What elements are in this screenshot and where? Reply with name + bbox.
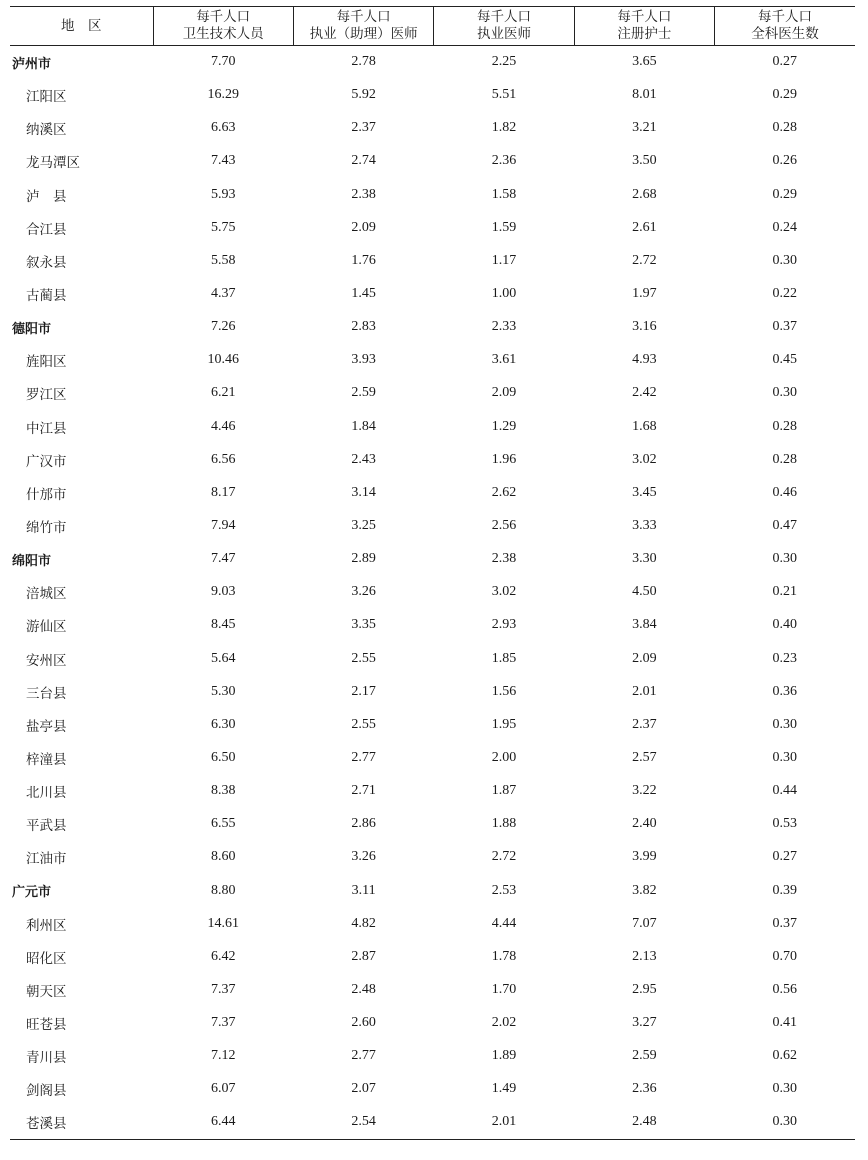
gp-value: 0.41: [772, 1015, 798, 1031]
district-row: [10, 443, 855, 476]
nurses-value: 2.59: [632, 1048, 657, 1064]
region-name: 利州区: [26, 917, 67, 934]
physicians-value: 2.38: [491, 551, 517, 567]
assistant-physicians-value: 2.86: [351, 816, 376, 832]
physicians-value: 2.02: [491, 1015, 517, 1031]
gp-value: 0.37: [772, 915, 798, 931]
health-tech-staff-value: 7.37: [210, 982, 236, 997]
assistant-physicians-value: 2.87: [351, 948, 376, 964]
region-name: 北川县: [26, 785, 67, 802]
assistant-physicians-value: 1.76: [351, 252, 376, 268]
region-name: 纳溪区: [26, 122, 67, 139]
health-tech-staff-value: 7.70: [210, 54, 236, 70]
gp-value: 0.29: [772, 87, 798, 103]
assistant-physicians-value: 2.07: [351, 1081, 376, 1097]
health-tech-staff-value: 5.30: [210, 683, 236, 699]
gp-value: 0.30: [772, 385, 798, 401]
nurses-value: 2.01: [632, 683, 657, 699]
gp-value: 0.44: [772, 783, 798, 799]
gp-value: 0.30: [772, 1081, 798, 1097]
physicians-value: 3.61: [491, 352, 517, 368]
nurses-value: 3.27: [632, 1015, 657, 1031]
region-name: 合江县: [26, 221, 67, 238]
assistant-physicians-value: 2.74: [351, 153, 376, 169]
region-name: 旺苍县: [26, 1017, 67, 1034]
physicians-value: 2.62: [491, 484, 517, 500]
nurses-value: 2.61: [632, 219, 657, 235]
nurses-value: 2.68: [632, 186, 657, 202]
nurses-value: 3.99: [632, 849, 657, 865]
health-tech-staff-value: 7.47: [210, 551, 236, 567]
district-row: [10, 377, 855, 410]
physicians-value: 2.56: [491, 518, 517, 534]
region-name: 广元市: [12, 885, 52, 901]
header-line: 每千人口: [476, 9, 531, 25]
header-practicing-assistant-physicians: [293, 7, 433, 46]
district-row: [10, 841, 855, 874]
health-tech-staff-value: 5.93: [210, 186, 236, 202]
assistant-physicians-value: 2.43: [351, 451, 376, 467]
district-row: [10, 808, 855, 841]
health-tech-staff-value: 16.29: [207, 87, 239, 103]
nurses-value: 3.45: [632, 484, 657, 500]
gp-value: 0.30: [772, 750, 798, 766]
assistant-physicians-value: 2.60: [351, 1015, 376, 1031]
assistant-physicians-value: 2.89: [351, 551, 376, 567]
nurses-value: 3.30: [632, 551, 657, 567]
gp-value: 0.28: [772, 120, 798, 136]
gp-value: 0.45: [772, 352, 798, 368]
health-tech-staff-value: 8.38: [210, 783, 236, 799]
nurses-value: 3.16: [632, 319, 657, 335]
region-name: 龙马潭区: [26, 155, 80, 172]
physicians-value: 2.36: [491, 153, 517, 169]
city-row: [10, 543, 855, 576]
physicians-value: 4.44: [491, 915, 517, 931]
health-tech-staff-value: 10.46: [207, 352, 239, 368]
nurses-value: 7.07: [632, 915, 657, 931]
gp-value: 0.70: [772, 948, 798, 964]
physicians-value: 1.87: [491, 783, 517, 799]
assistant-physicians-value: 2.55: [351, 716, 376, 732]
assistant-physicians-value: 3.93: [351, 352, 376, 368]
health-tech-staff-value: 6.44: [153, 1106, 293, 1139]
assistant-physicians-value: 2.54: [293, 1106, 433, 1139]
region-name: 德阳市: [12, 321, 52, 337]
gp-value: 0.27: [772, 54, 798, 70]
gp-value: 0.46: [772, 484, 798, 500]
health-tech-staff-value: 14.61: [207, 915, 239, 931]
region-name: 泸 县: [26, 188, 67, 205]
physicians-value: 1.78: [491, 948, 517, 964]
region-name: 朝天区: [26, 984, 67, 1000]
district-row: [10, 178, 855, 211]
district-row: [10, 476, 855, 509]
health-tech-staff-value: 6.42: [210, 948, 236, 964]
region-name: 青川县: [26, 1050, 67, 1067]
nurses-value: 3.65: [632, 54, 657, 70]
gp-value: 0.30: [715, 1106, 855, 1139]
region-name: 广汉市: [26, 453, 67, 470]
header-line: 每千人口: [336, 9, 391, 25]
health-tech-staff-value: 6.55: [210, 816, 236, 832]
nurses-value: 3.22: [632, 783, 657, 799]
nurses-value: 3.50: [632, 153, 657, 169]
physicians-value: 1.82: [491, 120, 517, 136]
header-health-tech-staff: [153, 7, 293, 46]
header-line: 每千人口: [758, 9, 813, 25]
header-general-practitioners: [715, 7, 855, 46]
nurses-value: 3.82: [632, 882, 657, 898]
assistant-physicians-value: 2.78: [351, 54, 376, 70]
region-name: 古蔺县: [26, 288, 67, 305]
physicians-value: 1.49: [491, 1081, 517, 1097]
region-name: 泸州市: [12, 56, 52, 72]
health-tech-staff-value: 7.43: [210, 153, 236, 169]
region-name: 江阳区: [26, 89, 67, 106]
district-row: [10, 675, 855, 708]
gp-value: 0.53: [772, 816, 798, 832]
region-name: 江油市: [26, 851, 67, 868]
nurses-value: 2.40: [632, 816, 657, 832]
assistant-physicians-value: 3.25: [351, 518, 376, 534]
district-row: [10, 940, 855, 973]
nurses-value: 1.68: [632, 418, 657, 434]
nurses-value: 2.48: [574, 1106, 714, 1139]
physicians-value: 1.17: [491, 252, 517, 268]
health-tech-staff-value: 6.56: [210, 451, 236, 467]
assistant-physicians-value: 1.84: [351, 418, 376, 434]
physicians-value: 2.33: [491, 319, 517, 335]
nurses-value: 4.50: [632, 584, 657, 600]
assistant-physicians-value: 1.45: [351, 286, 376, 302]
gp-value: 0.29: [772, 186, 798, 202]
assistant-physicians-value: 5.92: [351, 87, 376, 103]
assistant-physicians-value: 2.38: [351, 186, 376, 202]
district-row: [10, 775, 855, 808]
assistant-physicians-value: 2.37: [351, 120, 376, 136]
physicians-value: 5.51: [491, 87, 517, 103]
district-row: [10, 1040, 855, 1073]
header-line: 注册护士: [617, 26, 672, 42]
physicians-value: 2.93: [491, 617, 517, 633]
gp-value: 0.37: [772, 319, 798, 335]
region-name: 盐亭县: [26, 718, 67, 735]
assistant-physicians-value: 2.17: [351, 683, 376, 699]
health-tech-staff-value: 9.03: [210, 584, 236, 600]
gp-value: 0.23: [772, 650, 798, 666]
assistant-physicians-value: 3.26: [351, 584, 376, 600]
health-tech-staff-value: 7.26: [210, 319, 236, 335]
physicians-value: 1.58: [491, 186, 517, 202]
district-row: [10, 277, 855, 310]
district-row: [10, 244, 855, 277]
region-name: 涪城区: [26, 586, 67, 603]
gp-value: 0.39: [772, 882, 798, 898]
gp-value: 0.26: [772, 153, 798, 169]
region-name: 平武县: [26, 818, 67, 835]
header-region: 地 区: [10, 7, 153, 46]
district-row: [10, 708, 855, 741]
assistant-physicians-value: 2.77: [351, 1048, 376, 1064]
district-row: [10, 410, 855, 443]
health-tech-staff-value: 8.80: [210, 882, 236, 898]
health-tech-staff-value: 6.30: [210, 716, 236, 732]
nurses-value: 3.33: [632, 518, 657, 534]
district-row: [10, 973, 855, 1006]
physicians-value: 1.00: [491, 286, 517, 302]
region-name: 什邡市: [26, 486, 67, 503]
physicians-value: 2.00: [491, 750, 517, 766]
physicians-value: 1.89: [491, 1048, 517, 1064]
region-name: 绵竹市: [26, 520, 67, 537]
health-tech-staff-value: 7.37: [210, 1015, 236, 1031]
gp-value: 0.30: [772, 716, 798, 732]
district-row: [10, 145, 855, 178]
health-tech-staff-value: 6.21: [210, 385, 236, 401]
health-tech-staff-value: 5.64: [210, 650, 236, 666]
health-tech-staff-value: 5.58: [210, 252, 236, 268]
district-row: [10, 211, 855, 244]
district-row: [10, 741, 855, 774]
nurses-value: 2.09: [632, 650, 657, 666]
gp-value: 0.40: [772, 617, 798, 633]
assistant-physicians-value: 3.14: [351, 484, 376, 500]
physicians-value: 3.02: [491, 584, 517, 600]
nurses-value: 2.42: [632, 385, 657, 401]
region-name: 梓潼县: [26, 752, 67, 769]
header-line: 卫生技术人员: [182, 26, 264, 42]
physicians-value: 2.72: [491, 849, 517, 865]
gp-value: 0.56: [772, 982, 798, 997]
district-row: [10, 344, 855, 377]
assistant-physicians-value: 3.26: [351, 849, 376, 865]
district-row: [10, 79, 855, 112]
header-practicing-physicians: [434, 7, 574, 46]
assistant-physicians-value: 2.48: [351, 982, 376, 997]
assistant-physicians-value: 3.11: [351, 882, 376, 898]
health-tech-staff-value: 4.46: [210, 418, 236, 434]
assistant-physicians-value: 2.71: [351, 783, 376, 799]
health-tech-staff-value: 8.45: [210, 617, 236, 633]
region-name: 苍溪县: [10, 1106, 153, 1139]
nurses-value: 4.93: [632, 352, 657, 368]
health-tech-staff-value: 5.75: [210, 219, 236, 235]
district-row: [10, 1106, 855, 1139]
assistant-physicians-value: 2.55: [351, 650, 376, 666]
district-row: [10, 576, 855, 609]
nurses-value: 1.97: [632, 286, 657, 302]
region-name: 叙永县: [26, 254, 67, 271]
gp-value: 0.24: [772, 219, 798, 235]
gp-value: 0.36: [772, 683, 798, 699]
header-line: 全科医生数: [751, 26, 819, 42]
assistant-physicians-value: 3.35: [351, 617, 376, 633]
health-tech-staff-value: 8.17: [210, 484, 236, 500]
header-registered-nurses: [574, 7, 714, 46]
nurses-value: 2.95: [632, 982, 657, 997]
header-line: 每千人口: [196, 9, 251, 25]
health-staff-table: [10, 6, 855, 1140]
district-row: [10, 907, 855, 940]
health-tech-staff-value: 6.07: [210, 1081, 236, 1097]
gp-value: 0.62: [772, 1048, 798, 1064]
region-name: 昭化区: [26, 950, 67, 967]
header-line: 执业（助理）医师: [309, 26, 418, 42]
region-name: 旌阳区: [26, 354, 67, 371]
gp-value: 0.21: [772, 584, 798, 600]
region-name: 剑阁县: [26, 1083, 67, 1100]
region-name: 游仙区: [26, 619, 67, 636]
physicians-value: 2.09: [491, 385, 517, 401]
assistant-physicians-value: 4.82: [351, 915, 376, 931]
district-row: [10, 509, 855, 542]
health-tech-staff-value: 4.37: [210, 286, 236, 302]
gp-value: 0.27: [772, 849, 798, 865]
region-name: 三台县: [26, 685, 67, 702]
district-row: [10, 1007, 855, 1040]
city-row: [10, 311, 855, 344]
physicians-value: 1.70: [491, 982, 517, 997]
physicians-value: 2.25: [491, 54, 517, 70]
nurses-value: 8.01: [632, 87, 657, 103]
health-tech-staff-value: 6.50: [210, 750, 236, 766]
nurses-value: 3.02: [632, 451, 657, 467]
nurses-value: 2.72: [632, 252, 657, 268]
gp-value: 0.47: [772, 518, 798, 534]
region-name: 安州区: [26, 652, 67, 669]
district-row: [10, 642, 855, 675]
district-row: [10, 112, 855, 145]
physicians-value: 2.53: [491, 882, 517, 898]
health-tech-staff-value: 8.60: [210, 849, 236, 865]
city-row: [10, 874, 855, 907]
header-row: [10, 7, 855, 46]
gp-value: 0.22: [772, 286, 798, 302]
physicians-value: 1.95: [491, 716, 517, 732]
gp-value: 0.30: [772, 551, 798, 567]
physicians-value: 1.29: [491, 418, 517, 434]
health-tech-staff-value: 7.12: [210, 1048, 236, 1064]
nurses-value: 2.36: [632, 1081, 657, 1097]
gp-value: 0.30: [772, 252, 798, 268]
health-tech-staff-value: 7.94: [210, 518, 236, 534]
district-row: [10, 609, 855, 642]
assistant-physicians-value: 2.77: [351, 750, 376, 766]
nurses-value: 2.13: [632, 948, 657, 964]
physicians-value: 1.85: [491, 650, 517, 666]
physicians-value: 1.88: [491, 816, 517, 832]
nurses-value: 2.57: [632, 750, 657, 766]
nurses-value: 3.84: [632, 617, 657, 633]
health-tech-staff-value: 6.63: [210, 120, 236, 136]
physicians-value: 1.56: [491, 683, 517, 699]
district-row: [10, 1073, 855, 1106]
assistant-physicians-value: 2.09: [351, 219, 376, 235]
nurses-value: 3.21: [632, 120, 657, 136]
table-header: [10, 7, 855, 46]
gp-value: 0.28: [772, 451, 798, 467]
region-name: 绵阳市: [12, 553, 52, 569]
nurses-value: 2.37: [632, 716, 657, 732]
physicians-value: 2.01: [434, 1106, 574, 1139]
city-row: [10, 46, 855, 79]
region-name: 罗江区: [26, 387, 67, 404]
table-body: [10, 46, 855, 1140]
header-line: 每千人口: [617, 9, 672, 25]
physicians-value: 1.96: [491, 451, 517, 467]
region-name: 中江县: [26, 420, 67, 437]
assistant-physicians-value: 2.83: [351, 319, 376, 335]
assistant-physicians-value: 2.59: [351, 385, 376, 401]
gp-value: 0.28: [772, 418, 798, 434]
physicians-value: 1.59: [491, 219, 517, 235]
header-line: 执业医师: [476, 26, 531, 42]
